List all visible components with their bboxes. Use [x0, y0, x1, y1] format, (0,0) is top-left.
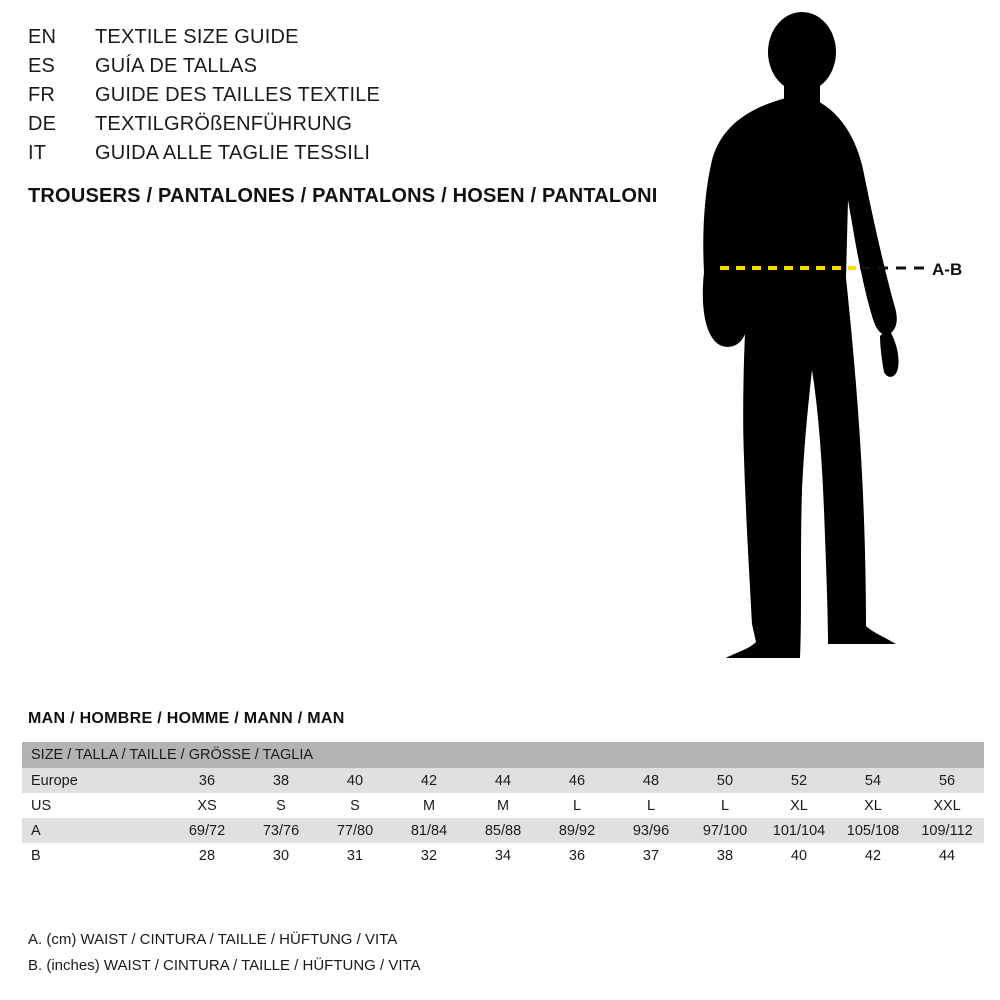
- table-cell: 44: [466, 768, 540, 793]
- table-cell: 30: [244, 843, 318, 868]
- size-chart-table: [22, 742, 984, 868]
- language-row: [28, 84, 668, 113]
- table-row: [22, 818, 984, 843]
- table-cell: 38: [688, 843, 762, 868]
- table-cell: 37: [614, 843, 688, 868]
- table-cell: 56: [910, 768, 984, 793]
- table-row: [22, 843, 984, 868]
- table-cell: 28: [170, 843, 244, 868]
- table-cell: 38: [244, 768, 318, 793]
- language-title: GUIDA ALLE TAGLIE TESSILI: [95, 142, 371, 164]
- table-cell: 42: [836, 843, 910, 868]
- table-cell: 44: [910, 843, 984, 868]
- table-header-row: [22, 742, 984, 768]
- row-label: US: [22, 793, 170, 818]
- table-cell: 101/104: [762, 818, 836, 843]
- silhouette-body-shape: [703, 12, 899, 658]
- language-code: FR: [28, 84, 56, 106]
- waist-measure-label: A-B: [932, 260, 963, 279]
- table-cell: M: [466, 793, 540, 818]
- footnote-b: B. (inches) WAIST / CINTURA / TAILLE / HÜFTUNG / VITA: [28, 957, 421, 974]
- table-cell: XS: [170, 793, 244, 818]
- garment-type-heading: TROUSERS / PANTALONES / PANTALONS / HOSEN / PANTALONI: [28, 185, 658, 207]
- table-cell: 105/108: [836, 818, 910, 843]
- table-cell: 50: [688, 768, 762, 793]
- table-cell: S: [244, 793, 318, 818]
- table-cell: 32: [392, 843, 466, 868]
- table-cell: 46: [540, 768, 614, 793]
- table-cell: L: [614, 793, 688, 818]
- language-code: IT: [28, 142, 47, 164]
- language-title: GUIDE DES TAILLES TEXTILE: [95, 84, 381, 106]
- table-cell: XXL: [910, 793, 984, 818]
- table-cell: XL: [836, 793, 910, 818]
- table-cell: 77/80: [318, 818, 392, 843]
- table-cell: L: [688, 793, 762, 818]
- language-title: TEXTILGRÖßENFÜHRUNG: [95, 113, 353, 135]
- table-cell: 42: [392, 768, 466, 793]
- language-row: [28, 55, 668, 84]
- table-cell: 34: [466, 843, 540, 868]
- table-cell: 81/84: [392, 818, 466, 843]
- table-cell: 36: [170, 768, 244, 793]
- male-silhouette-figure: [660, 10, 990, 660]
- table-cell: S: [318, 793, 392, 818]
- language-title-list: [28, 26, 668, 171]
- language-code: EN: [28, 26, 57, 48]
- footnote-a: A. (cm) WAIST / CINTURA / TAILLE / HÜFTUNG / VITA: [28, 931, 398, 948]
- table-cell: 109/112: [910, 818, 984, 843]
- row-label: B: [22, 843, 170, 868]
- table-cell: 52: [762, 768, 836, 793]
- table-cell: 69/72: [170, 818, 244, 843]
- table-section-label: MAN / HOMBRE / HOMME / MANN / MAN: [28, 710, 345, 727]
- table-cell: 40: [318, 768, 392, 793]
- table-row: [22, 768, 984, 793]
- language-title: TEXTILE SIZE GUIDE: [95, 26, 299, 48]
- language-title: GUÍA DE TALLAS: [95, 55, 258, 77]
- footnote-list: [28, 927, 728, 979]
- table-cell: L: [540, 793, 614, 818]
- table-cell: 36: [540, 843, 614, 868]
- table-row: [22, 793, 984, 818]
- table-cell: 85/88: [466, 818, 540, 843]
- table-cell: 73/76: [244, 818, 318, 843]
- table-cell: XL: [762, 793, 836, 818]
- language-row: [28, 113, 668, 142]
- table-header-label: SIZE / TALLA / TAILLE / GRÖSSE / TAGLIA: [22, 742, 984, 768]
- language-row: [28, 26, 668, 55]
- row-label: Europe: [22, 768, 170, 793]
- language-code: ES: [28, 55, 56, 77]
- row-label: A: [22, 818, 170, 843]
- language-row: [28, 142, 668, 171]
- table-cell: 97/100: [688, 818, 762, 843]
- table-cell: 89/92: [540, 818, 614, 843]
- table-cell: 48: [614, 768, 688, 793]
- table-cell: M: [392, 793, 466, 818]
- table-cell: 40: [762, 843, 836, 868]
- table-cell: 54: [836, 768, 910, 793]
- language-code: DE: [28, 113, 57, 135]
- table-cell: 31: [318, 843, 392, 868]
- table-cell: 93/96: [614, 818, 688, 843]
